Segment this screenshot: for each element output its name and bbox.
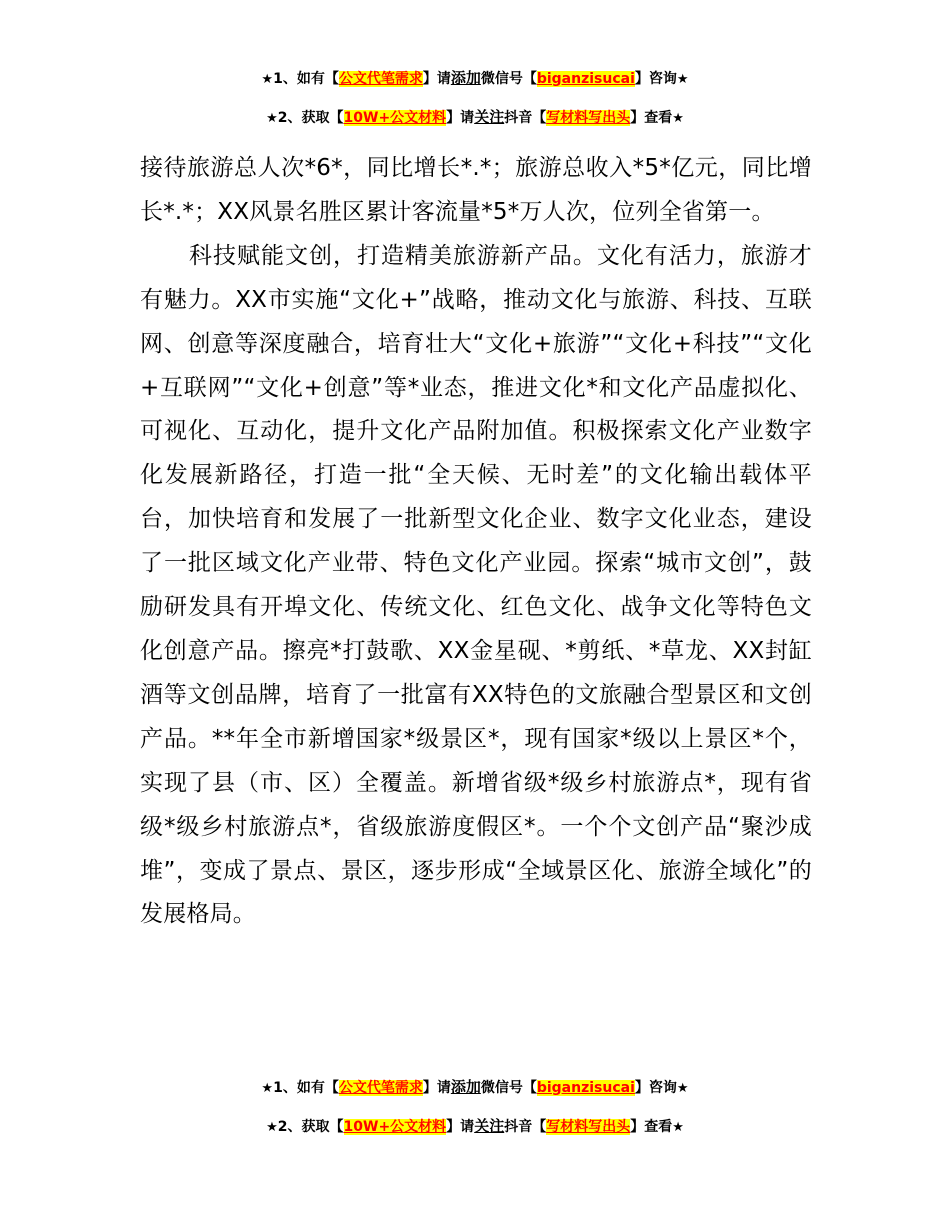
- star-icon: ★: [676, 72, 689, 87]
- star-icon: ★: [266, 111, 278, 126]
- promo-text: 】咨询: [634, 71, 677, 87]
- promo-text: 2、获取【: [277, 1119, 344, 1135]
- document-body: [140, 147, 812, 937]
- star-icon: ★: [261, 72, 274, 87]
- promo-line-2-bottom: [0, 1115, 950, 1139]
- promo-text: 1、如有【: [273, 1080, 339, 1096]
- promo-text: 】咨询: [634, 1080, 677, 1096]
- promo-text: 2、获取【: [277, 110, 344, 126]
- promo-text: 微信号【: [480, 1080, 537, 1096]
- promo-line-2-top: [0, 106, 950, 130]
- promo-text: 】请: [422, 1080, 451, 1096]
- promo-text: 】查看: [630, 110, 673, 126]
- promo-emphasis: 关注: [474, 108, 505, 126]
- promo-text: 】请: [446, 110, 475, 126]
- promo-text: 1、如有【: [273, 71, 339, 87]
- paragraph-2: 科技赋能文创，打造精美旅游新产品。文化有活力，旅游才有魅力。XX市实施“文化+”战略，推动文化与旅游、科技、互联网、创意等深度融合，培育壮大“文化+旅游”“文化+科技”“文化+互联网”“文化+创意”等*业态，推进文化*和文化产品虚拟化、可视化、互动化，提升文化产品附加值。积极探索文化产业数字化发展新路径，打造一批“全天候、无时差”的文化输出载体平台，加快培育和发展了一批新型文化企业、数字文化业态，建设了一批区域文化产业带、特色文化产业园。探索“城市文创”，鼓励研发具有开埠文化、传统文化、红色文化、战争文化等特色文化创意产品。擦亮*打鼓歌、XX金星砚、*剪纸、*草龙、XX封缸酒等文创品牌，培育了一批富有XX特色的文旅融合型景区和文创产品。**年全市新增国家*级景区*，现有国家*级以上景区*个，实现了县（市、区）全覆盖。新增省级*级乡村旅游点*，现有省级*级乡村旅游点*，省级旅游度假区*。一个个文创产品“聚沙成堆”，变成了景点、景区，逐步形成“全域景区化、旅游全域化”的发展格局。: [140, 242, 812, 928]
- promo-text: 】请: [446, 1119, 475, 1135]
- douyin-account-highlight: 写材料写出头: [546, 110, 631, 126]
- douyin-account-highlight: 写材料写出头: [546, 1119, 631, 1135]
- paragraph-1: 接待旅游总人次*6*，同比增长*.*；旅游总收入*5*亿元，同比增长*.*；XX风景名胜区累计客流量*5*万人次，位列全省第一。: [140, 155, 812, 225]
- promo-text: 抖音【: [504, 1119, 547, 1135]
- star-icon: ★: [672, 111, 684, 126]
- promo-text: 微信号【: [480, 71, 537, 87]
- promo-line-1-top: [0, 67, 950, 91]
- star-icon: ★: [672, 1120, 684, 1135]
- promo-text: 】查看: [630, 1119, 673, 1135]
- wechat-id-highlight: biganzisucai: [536, 1080, 635, 1096]
- promo-text: 】请: [422, 71, 451, 87]
- star-icon: ★: [266, 1120, 278, 1135]
- promo-emphasis: 添加: [450, 1078, 481, 1096]
- promo-emphasis: 关注: [474, 1117, 505, 1135]
- promo-highlight: 公文代笔需求: [338, 71, 423, 87]
- promo-text: 抖音【: [504, 110, 547, 126]
- promo-emphasis: 添加: [450, 69, 481, 87]
- star-icon: ★: [676, 1081, 689, 1096]
- promo-highlight: 10W+公文材料: [343, 1119, 447, 1135]
- promo-highlight: 10W+公文材料: [343, 110, 447, 126]
- promo-line-1-bottom: [0, 1076, 950, 1100]
- promo-highlight: 公文代笔需求: [338, 1080, 423, 1096]
- star-icon: ★: [261, 1081, 274, 1096]
- wechat-id-highlight: biganzisucai: [536, 71, 635, 87]
